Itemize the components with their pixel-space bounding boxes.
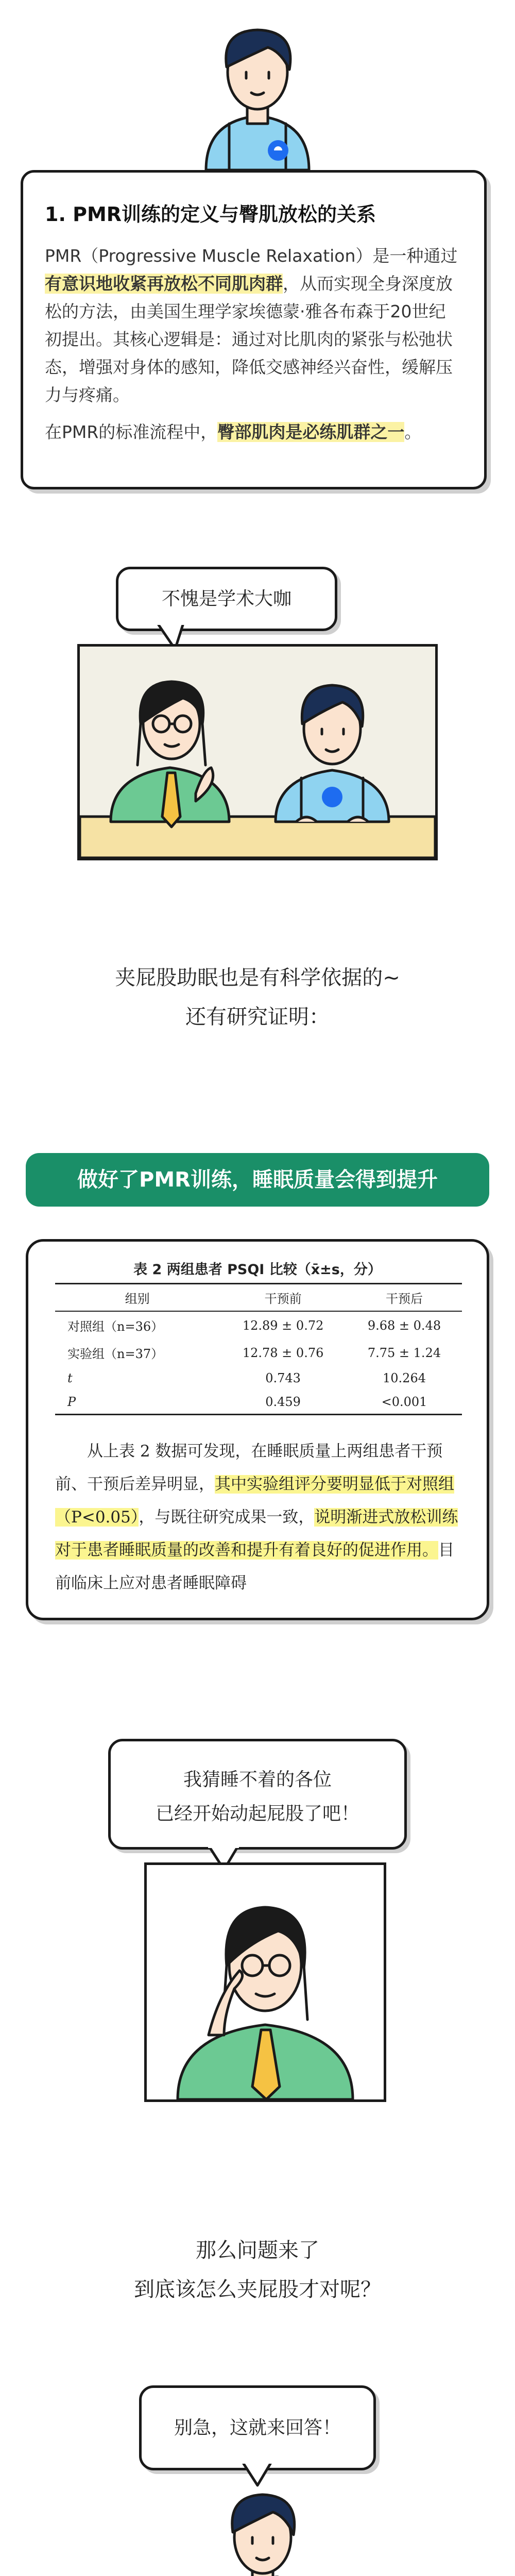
section-banner: 做好了PMR训练，睡眠质量会得到提升 bbox=[26, 1153, 489, 1207]
table-header: 组别 bbox=[55, 1284, 219, 1312]
card-title: 1. PMR训练的定义与臀肌放松的关系 bbox=[45, 203, 376, 226]
card-paragraph-2: 在PMR的标准流程中，臀部肌肉是必练肌群之一。 bbox=[45, 422, 422, 442]
table-row: t 0.743 10.264 bbox=[67, 1371, 426, 1385]
middle-text: 夹屁股助眠也是有科学依据的~ 还有研究证明： bbox=[115, 966, 400, 1029]
table-row: 实验组（n=37） 12.78 ± 0.76 7.75 ± 1.24 bbox=[67, 1345, 441, 1361]
table-row: 对照组（n=36） 12.89 ± 0.72 9.68 ± 0.48 bbox=[67, 1318, 441, 1334]
question-text: 那么问题来了 到底该怎么夹屁股才对呢？ bbox=[134, 2239, 381, 2301]
table-caption: 表 2 两组患者 PSQI 比较（x̄±s，分） bbox=[133, 1262, 382, 1278]
highlight-glute: 臀部肌肉是必练肌群之一 bbox=[217, 422, 405, 442]
research-paper-card bbox=[26, 1239, 489, 1620]
highlight-result: 其中实验组评分要明显低于对照组（P<0.05） bbox=[55, 1475, 454, 1527]
psqi-table bbox=[55, 1283, 462, 1415]
highlight-conclusion: 说明渐进式放松训练对于患者睡眠质量的改善和提升有着良好的促进作用。 bbox=[55, 1508, 458, 1560]
scene-professor-glasses bbox=[144, 1862, 386, 2102]
table-header: 干预后 bbox=[347, 1284, 462, 1312]
speech-bubble-compliment: 不愧是学术大咖 bbox=[116, 567, 337, 631]
speech-bubble-guess: 我猜睡不着的各位 已经开始动起屁股了吧！ bbox=[108, 1739, 407, 1850]
speech-bubble-answer: 别急，这就来回答！ bbox=[139, 2385, 376, 2470]
table-row: P 0.459 <0.001 bbox=[55, 1390, 462, 1415]
pmr-definition-card bbox=[21, 170, 487, 489]
character-bottom bbox=[201, 2478, 324, 2576]
highlight-muscle-groups: 有意识地收紧再放松不同肌肉群 bbox=[45, 274, 283, 294]
paper-paragraph: 从上表 2 数据可发现，在睡眠质量上两组患者干预前、干预后差异明显，其中实验组评分要明显低于对照组（P<0.05），与既往研究成果一致，说明渐进式放松训练对于患者睡眠质量的改善和提升有着良好的促进作用。目前临床上应对患者睡眠障碍 bbox=[55, 1442, 458, 1592]
character-top bbox=[191, 15, 324, 170]
table-header: 干预前 bbox=[219, 1284, 347, 1312]
card-paragraph-1: PMR（Progressive Muscle Relaxation）是一种通过有意识地收紧再放松不同肌肉群，从而实现全身深度放松的方法，由美国生理学家埃德蒙·雅各布森于20世纪初提出。其核心逻辑是：通过对比肌肉的紧张与松弛状态，增强对身体的感知，降低交感神经兴奋性，缓解压力与疼痛。 bbox=[45, 246, 458, 405]
scene-two-characters bbox=[77, 644, 438, 860]
